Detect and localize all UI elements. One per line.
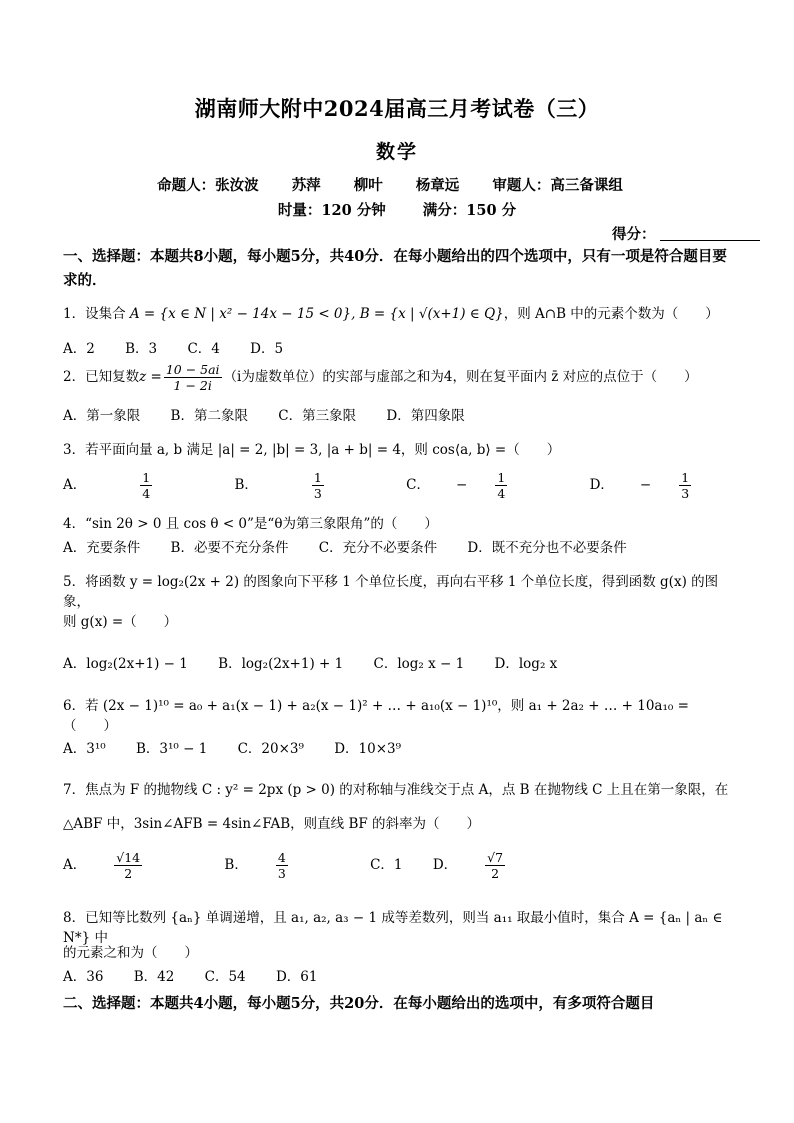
q2-option-c[interactable]: C．第三象限: [278, 408, 357, 424]
question-1: [63, 304, 735, 324]
q1-option-b[interactable]: B．3: [125, 341, 158, 357]
q3-b-frac: [312, 470, 350, 501]
exam-subject: 数学: [375, 141, 418, 163]
question-5-cont: 则 g(x) =（ ）: [63, 614, 178, 630]
q3-d-num: 1: [681, 470, 690, 485]
q3-a-den: 4: [142, 486, 151, 501]
author-2: 苏萍: [291, 177, 321, 194]
q7-b-frac: [276, 850, 314, 881]
authors-label: 命题人：: [157, 177, 216, 194]
q3-c-num: 1: [497, 470, 506, 485]
exam-title: 湖南师大附中2024届高三月考试卷（三）: [194, 96, 600, 121]
q3-c-den: 4: [497, 486, 506, 501]
q6-option-d[interactable]: D．10×3⁹: [334, 741, 402, 757]
question-2: [63, 362, 735, 393]
q7-d-label: D．: [432, 857, 458, 873]
q1-suffix: ，则 A∩B 中的元素个数为（ ）: [503, 306, 719, 322]
q7-option-b[interactable]: [224, 850, 339, 881]
q3-d-label: D．: [589, 477, 614, 493]
q8-option-b[interactable]: B．42: [133, 969, 175, 985]
q7-b-den: 3: [277, 866, 286, 881]
q3-options: [63, 470, 735, 501]
q7-a-label: A．: [63, 857, 87, 873]
q8-options: [63, 967, 735, 987]
q5-options: [63, 654, 735, 674]
score-blank[interactable]: [660, 240, 760, 241]
q3-d-frac: [679, 470, 717, 501]
authors-line: [0, 174, 794, 195]
q7-d-num: √7: [487, 850, 504, 865]
q7-option-d[interactable]: [432, 850, 557, 881]
q3-d-sign: −: [639, 477, 652, 493]
question-8: 8．已知等比数列 {aₙ} 单调递增，且 a₁, a₂, a₃ − 1 成等差数列，则当 a₁₁ 取最小值时，集合 A = {aₙ | aₙ ∈ N*} 中: [63, 910, 723, 946]
exam-full-score: 满分：150 分: [422, 202, 517, 219]
exam-time: 时量：120 分钟: [277, 202, 386, 219]
q4-option-d[interactable]: D．既不充分也不必要条件: [467, 540, 627, 556]
q3-a-label: A．: [63, 477, 87, 493]
authors-label-and-first: [157, 177, 259, 194]
q7-b-num: 4: [277, 850, 286, 865]
score-label: 得分：: [612, 226, 656, 243]
q3-d-den: 3: [681, 486, 690, 501]
question-7-cont: △ABF 中，3sin∠AFB = 4sin∠FAB，则直线 BF 的斜率为（ ）: [63, 816, 481, 832]
q1-option-a[interactable]: A．2: [63, 341, 95, 357]
q7-d-den: 2: [491, 866, 500, 881]
q2-frac-num: 10 − 5ai: [165, 362, 220, 377]
q7-options: [63, 850, 735, 881]
q3-option-a[interactable]: [63, 470, 204, 501]
q7-option-c[interactable]: C．1: [370, 857, 403, 873]
q7-a-frac: [114, 850, 168, 881]
q6-options: [63, 739, 735, 759]
q1-prefix: 1．设集合: [63, 306, 126, 322]
q6-option-a[interactable]: A．3¹⁰: [63, 741, 106, 757]
q3-b-num: 1: [313, 470, 322, 485]
author-3: 柳叶: [353, 177, 383, 194]
question-5: 5．将函数 y = log₂(2x + 2) 的图象向下平移 1 个单位长度，再向右平移 1 个单位长度，得到函数 g(x) 的图象，: [63, 574, 719, 610]
q5-option-d[interactable]: D．log₂ x: [494, 656, 558, 672]
q8-option-d[interactable]: D．61: [275, 969, 318, 985]
q1-options: [63, 339, 735, 359]
q2-options: [63, 406, 735, 426]
q2-option-d[interactable]: D．第四象限: [386, 408, 465, 424]
q4-option-b[interactable]: B．必要不充分条件: [170, 540, 289, 556]
question-4: 4．“sin 2θ > 0 且 cos θ < 0”是“θ为第三象限角”的（ ）: [63, 516, 438, 532]
q6-option-c[interactable]: C．20×3⁹: [237, 741, 304, 757]
time-score-line: [0, 199, 794, 220]
section1-heading: 一、选择题：本题共8小题，每小题5分，共40分．在每小题给出的四个选项中，只有一项是符合题目要求的．: [63, 248, 727, 289]
q6-option-b[interactable]: B．3¹⁰ − 1: [135, 741, 208, 757]
score-field[interactable]: [612, 223, 760, 244]
q5-option-a[interactable]: A．log₂(2x+1) − 1: [63, 656, 188, 672]
q1-set-expr: A = {x ∈ N | x² − 14x − 15 < 0}, B = {x | √(x+1) ∈ Q}: [129, 306, 504, 322]
q2-suffix: （i为虚数单位）的实部与虚部之和为4，则在复平面内 z̄ 对应的点位于（ ）: [223, 369, 698, 385]
q4-option-a[interactable]: A．充要条件: [63, 540, 141, 556]
q7-d-frac: [485, 850, 531, 881]
author-4: 杨章远: [415, 177, 460, 194]
q3-b-den: 3: [313, 486, 322, 501]
q3-option-c[interactable]: [406, 470, 559, 501]
q1-option-c[interactable]: C．4: [187, 341, 220, 357]
q8-option-c[interactable]: C．54: [204, 969, 246, 985]
q3-c-sign: −: [456, 477, 468, 493]
q1-option-d[interactable]: D．5: [250, 341, 284, 357]
q3-option-d[interactable]: [589, 470, 744, 501]
q2-fraction: [164, 362, 222, 393]
q7-a-den: 2: [124, 866, 133, 881]
q2-option-b[interactable]: B．第二象限: [170, 408, 248, 424]
q4-option-c[interactable]: C．充分不必要条件: [318, 540, 438, 556]
q4-options: [63, 538, 735, 558]
q8-option-a[interactable]: A．36: [63, 969, 104, 985]
question-8-cont: 的元素之和为（ ）: [63, 945, 198, 961]
q2-prefix: 2．已知复数: [63, 369, 140, 385]
q3-b-label: B．: [234, 477, 258, 493]
q3-c-label: C．: [406, 477, 431, 493]
q5-option-b[interactable]: B．log₂(2x+1) + 1: [218, 656, 344, 672]
question-7: 7．焦点为 F 的抛物线 C : y² = 2px (p > 0) 的对称轴与准线交于点 A，点 B 在抛物线 C 上且在第一象限，在: [63, 782, 729, 798]
reviewer: 审题人：高三备课组: [492, 177, 623, 194]
author-1: 张汝波: [215, 177, 259, 194]
q2-option-a[interactable]: A．第一象限: [63, 408, 141, 424]
q7-b-label: B．: [224, 857, 248, 873]
q3-a-frac: [140, 470, 178, 501]
q3-a-num: 1: [142, 470, 151, 485]
q3-option-b[interactable]: [234, 470, 376, 501]
question-6: 6．若 (2x − 1)¹⁰ = a₀ + a₁(x − 1) + a₂(x − 1)² + … + a₁₀(x − 1)¹⁰，则 a₁ + 2a₂ + … + 10a₁₀ =（ ）: [63, 698, 689, 734]
q5-option-c[interactable]: C．log₂ x − 1: [373, 656, 465, 672]
q7-a-num: √14: [116, 850, 141, 865]
q2-frac-den: 1 − 2i: [173, 378, 212, 393]
q2-expr: z =: [139, 369, 162, 385]
q3-c-frac: [495, 470, 533, 501]
question-3: 3．若平面向量 a, b 满足 |a| = 2, |b| = 3, |a + b| = 4，则 cos⟨a, b⟩ =（ ）: [63, 442, 561, 458]
section2-heading: 二、选择题：本题共4小题，每小题5分，共20分．在每小题给出的选项中，有多项符合题目: [63, 995, 655, 1012]
q7-option-a[interactable]: [63, 850, 194, 881]
